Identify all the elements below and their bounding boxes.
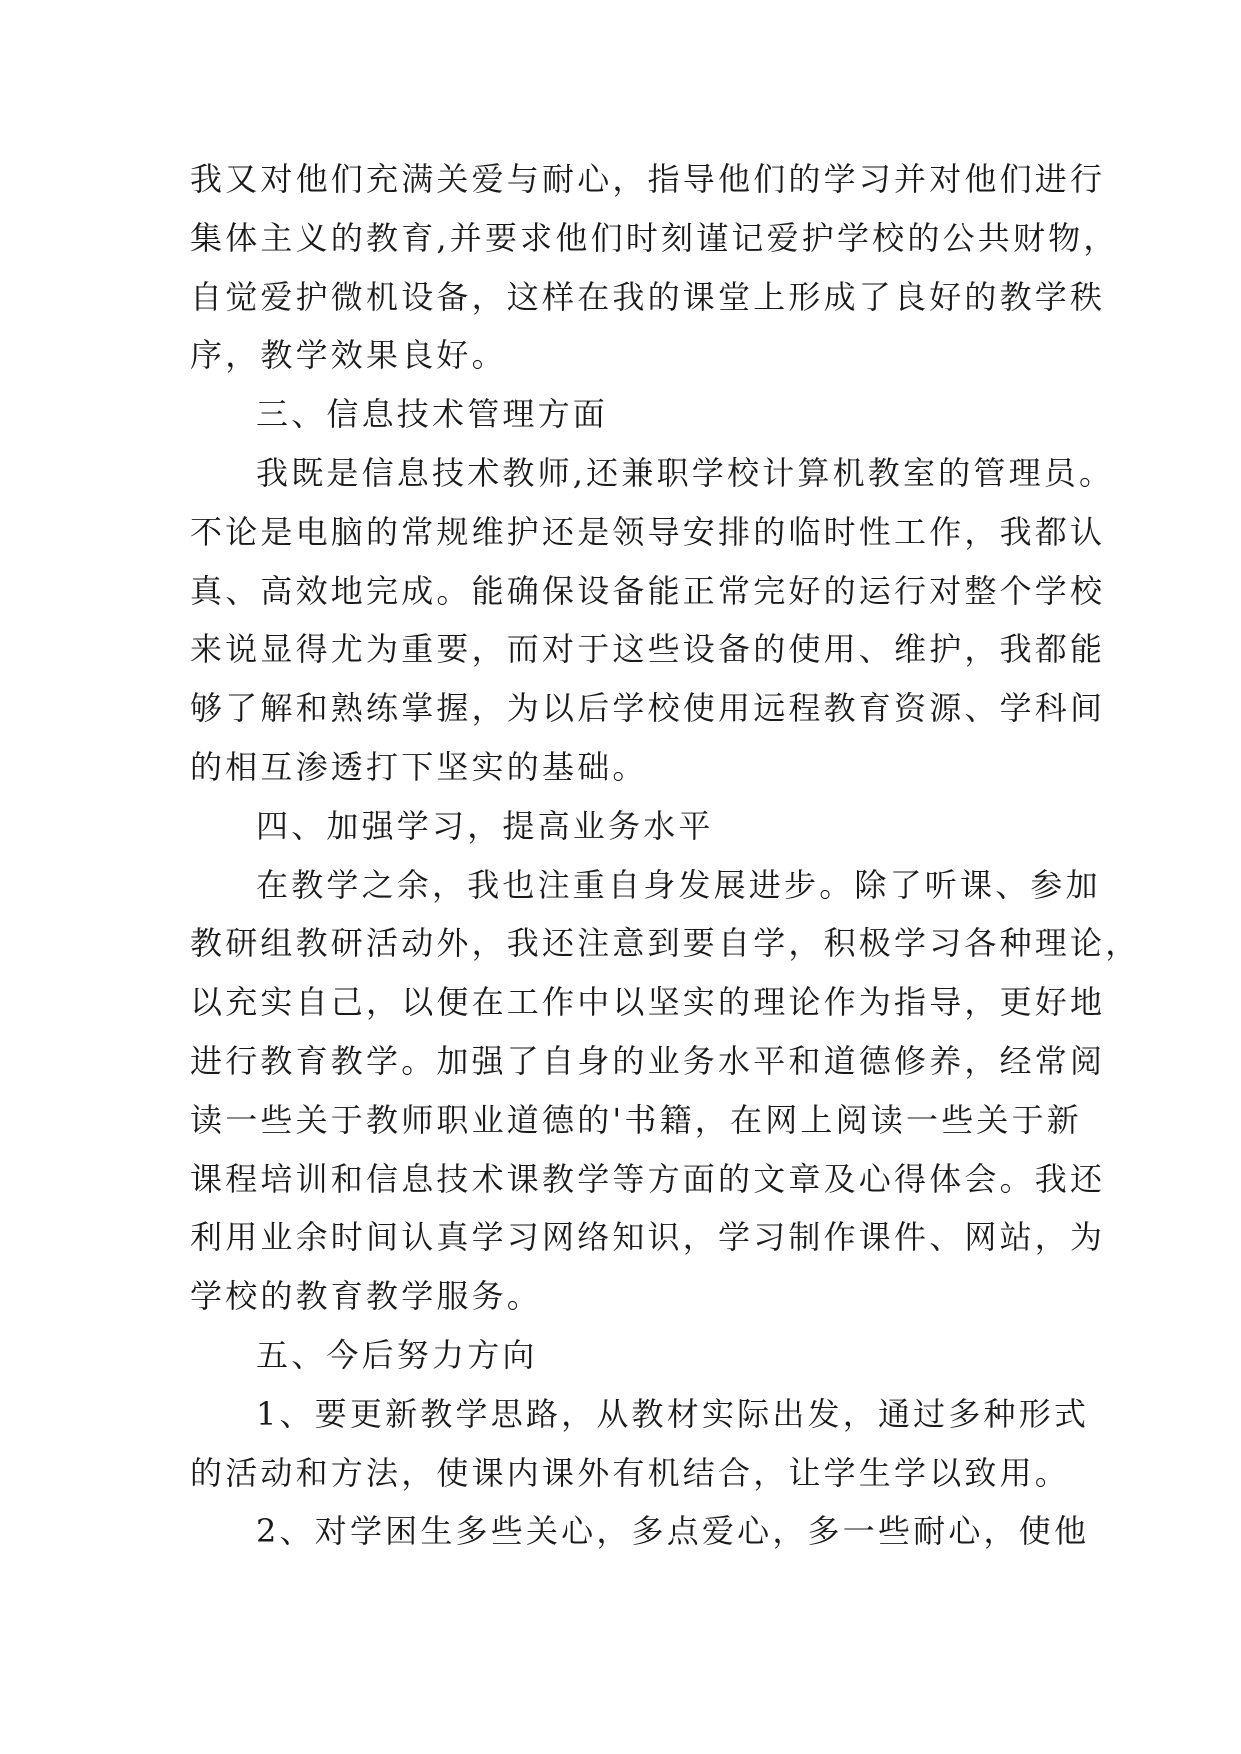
document-page	[190, 150, 1141, 1561]
text-line: 的相互渗透打下坚实的基础。	[190, 747, 648, 786]
text-line: 来说显得尤为重要，而对于这些设备的使用、维护，我都能	[190, 630, 1106, 669]
text-line: 集体主义的教育,并要求他们时刻谨记爱护学校的公共财物，	[190, 218, 1119, 257]
text-line: 的活动和方法，使课内课外有机结合，让学生学以致用。	[190, 1453, 1071, 1492]
text-line: 我既是信息技术教师,还兼职学校计算机教室的管理员。	[256, 453, 1115, 492]
text-line: 学校的教育教学服务。	[190, 1277, 543, 1316]
text-line: 不论是电脑的常规维护还是领导安排的临时性工作，我都认	[190, 512, 1106, 551]
text-line: 教研组教研活动外，我还注意到要自学，积极学习各种理论，	[190, 924, 1141, 963]
text-line: 我又对他们充满关爱与耐心，指导他们的学习并对他们进行	[190, 160, 1106, 198]
text-line: 读一些关于教师职业道德的'书籍，在网上阅读一些关于新	[190, 1100, 1082, 1139]
text-line: 自觉爱护微机设备，这样在我的课堂上形成了良好的教学秩	[190, 277, 1106, 316]
text-line: 进行教育教学。加强了自身的业务水平和道德修养，经常阅	[190, 1041, 1106, 1080]
section-heading: 三、信息技术管理方面	[256, 395, 609, 434]
text-line: 以充实自己，以便在工作中以坚实的理论作为指导，更好地	[190, 983, 1106, 1022]
text-line: 课程培训和信息技术课教学等方面的文章及心得体会。我还	[190, 1159, 1106, 1198]
text-line: 在教学之余，我也注重自身发展进步。除了听课、参加	[256, 865, 1101, 904]
section-heading: 四、加强学习，提高业务水平	[256, 806, 714, 845]
text-line: 真、高效地完成。能确保设备能正常完好的运行对整个学校	[190, 571, 1106, 610]
text-line: 利用业余时间认真学习网络知识，学习制作课件、网站，为	[190, 1218, 1106, 1257]
text-line: 够了解和熟练掌握，为以后学校使用远程教育资源、学科间	[190, 689, 1106, 728]
section-heading: 五、今后努力方向	[256, 1335, 538, 1374]
text-line: 2、对学困生多些关心，多点爱心，多一些耐心，使他	[256, 1512, 1090, 1551]
text-line: 序，教学效果良好。	[190, 336, 507, 375]
text-line: 1、要更新教学思路，从教材实际出发，通过多种形式	[256, 1394, 1090, 1433]
